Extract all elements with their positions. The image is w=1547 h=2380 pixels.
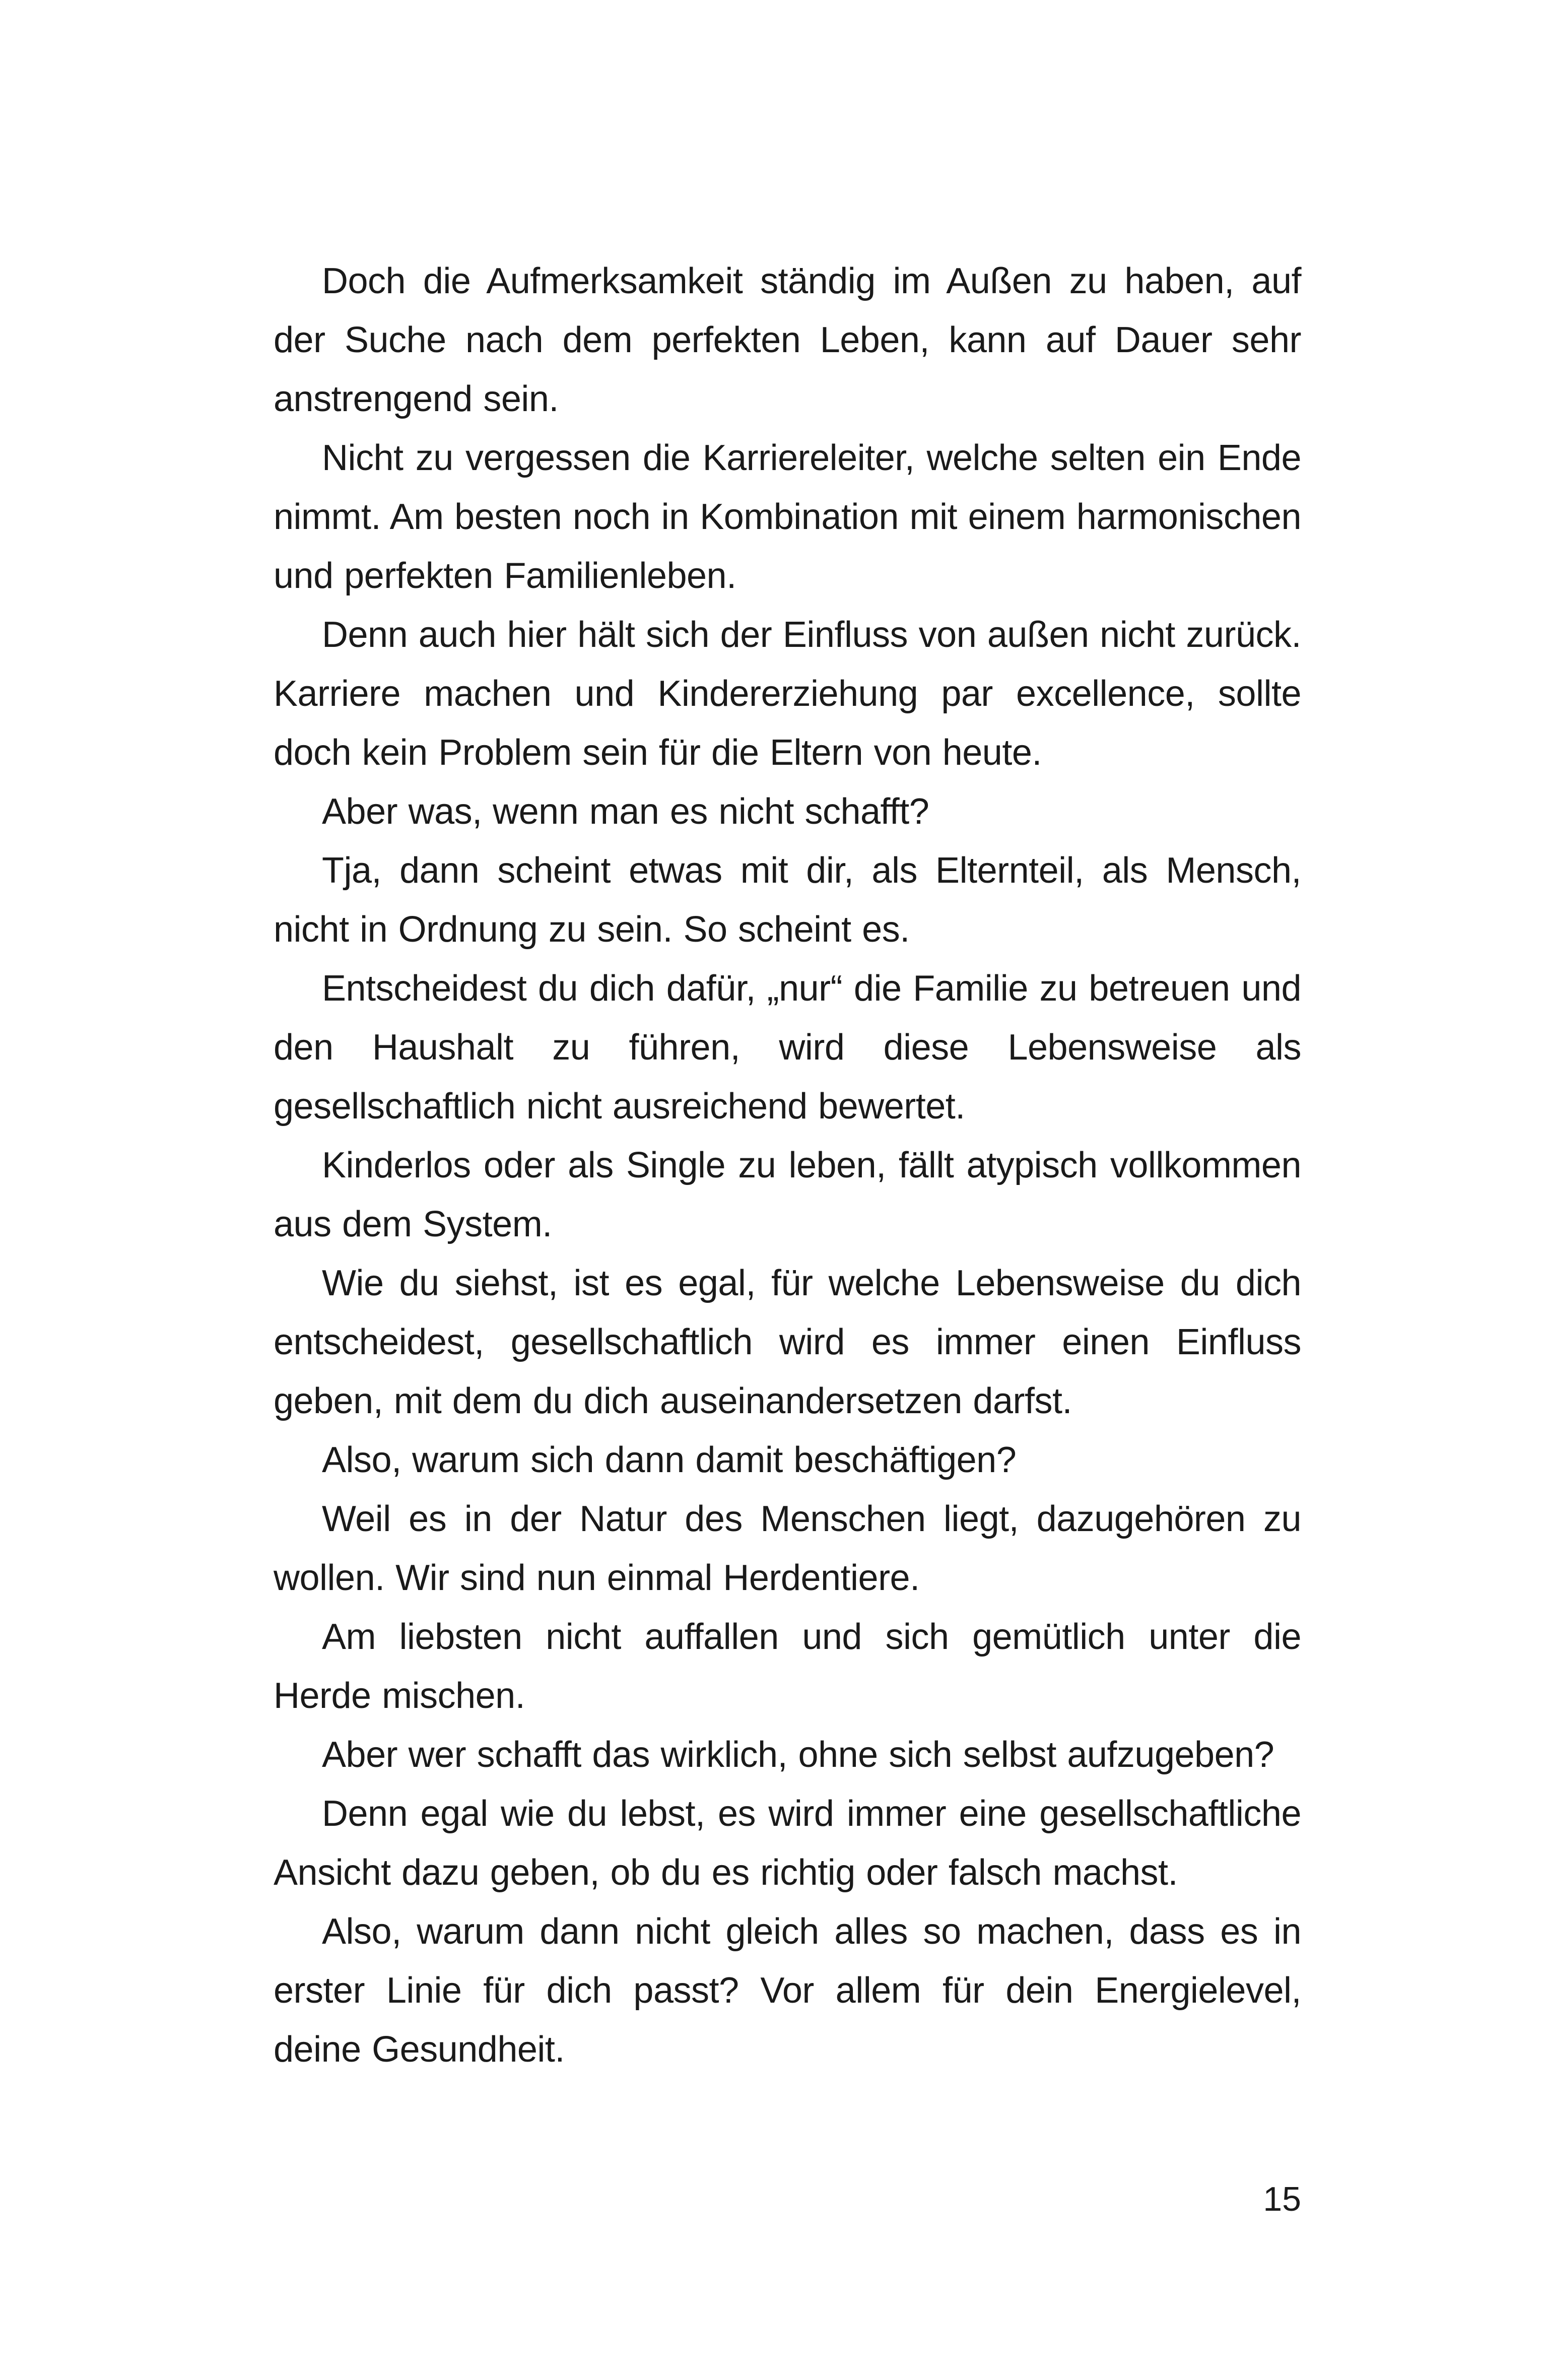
paragraph-4: Aber was, wenn man es nicht schafft? <box>322 791 929 832</box>
body-text <box>274 252 1301 2079</box>
paragraph-13: Denn egal wie du lebst, es wird immer eine gesellschaftliche Ansicht dazu geben, ob du es richtig oder falsch machst. <box>274 1794 1301 1893</box>
paragraph-1: Doch die Aufmerksamkeit ständig im Außen zu haben, auf der Suche nach dem perfekten Leben, kann auf Dauer sehr anstrengend sein. <box>274 261 1301 419</box>
paragraph-7: Kinderlos oder als Single zu leben, fällt atypisch vollkommen aus dem System. <box>274 1145 1301 1244</box>
paragraph-5: Tja, dann scheint etwas mit dir, als Elternteil, als Mensch, nicht in Ordnung zu sein. So scheint es. <box>274 850 1301 950</box>
paragraph-8: Wie du siehst, ist es egal, für welche Lebensweise du dich entscheidest, gesellschaftlich wird es immer einen Einfluss geben, mit dem du dich auseinandersetzen darfst. <box>274 1263 1301 1421</box>
paragraph-11: Am liebsten nicht auffallen und sich gemütlich unter die Herde mischen. <box>274 1617 1301 1716</box>
paragraph-14: Also, warum dann nicht gleich alles so machen, dass es in erster Linie für dich passt? Vor allem für dein Energielevel, deine Gesundheit. <box>274 1911 1301 2070</box>
paragraph-12: Aber wer schafft das wirklich, ohne sich selbst aufzugeben? <box>322 1735 1274 1775</box>
paragraph-6: Entscheidest du dich dafür, „nur“ die Familie zu betreuen und den Haushalt zu führen, wird diese Lebensweise als gesellschaftlich nicht ausreichend bewertet. <box>274 968 1301 1127</box>
paragraph-9: Also, warum sich dann damit beschäftigen? <box>322 1440 1017 1480</box>
paragraph-10: Weil es in der Natur des Menschen liegt, dazugehören zu wollen. Wir sind nun einmal Herdentiere. <box>274 1499 1301 1598</box>
paragraph-3: Denn auch hier hält sich der Einfluss von außen nicht zurück. Karriere machen und Kindererziehung par excellence, sollte doch kein Problem sein für die Eltern von heute. <box>274 615 1301 773</box>
paragraph-2: Nicht zu vergessen die Karriereleiter, welche selten ein Ende nimmt. Am besten noch in Kombination mit einem harmonischen und perfekten Familienleben. <box>274 438 1301 596</box>
page-number: 15 <box>1263 2180 1301 2218</box>
